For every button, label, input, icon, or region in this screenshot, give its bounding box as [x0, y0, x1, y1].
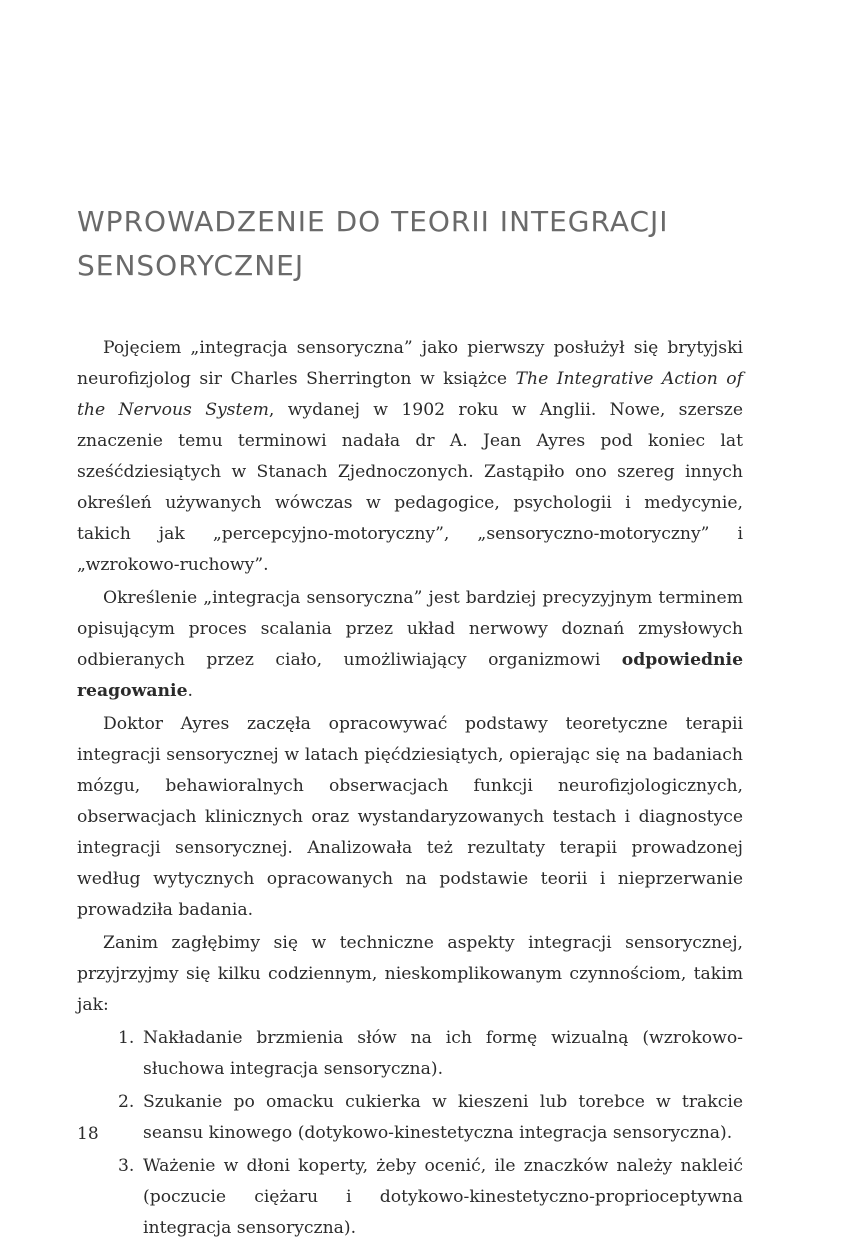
chapter-title: WPROWADZENIE DO TEORII INTEGRACJI SENSORYCZNEJ: [77, 205, 669, 282]
paragraph: Zanim zagłębimy się w techniczne aspekty integracji sensorycznej, przyjrzyjmy się kilku codziennym, nieskomplikowanym czynnościom, takim jak:: [77, 933, 743, 1015]
list-item: [77, 1087, 743, 1149]
page-number: 18: [77, 1124, 99, 1144]
paragraph-text: .: [187, 681, 193, 701]
list-item: [77, 1023, 743, 1085]
list-item-text: Ważenie w dłoni koperty, żeby ocenić, ile znaczków należy nakleić (poczucie ciężaru i dotykowo-kinestetyczno-proprioceptywna integracja sensoryczna).: [143, 1156, 743, 1238]
list-item-text: Nakładanie brzmienia słów na ich formę wizualną (wzrokowo-słuchowa integracja sensoryczna).: [143, 1028, 743, 1079]
numbered-list: [77, 1023, 743, 1244]
paragraph: [77, 583, 743, 707]
emphasis-bold: odpowiednie reagowanie: [77, 650, 743, 701]
book-title: The Integrative Action of the Nervous System: [77, 369, 743, 420]
body-text: [77, 333, 743, 1246]
list-number: 2.: [118, 1092, 135, 1112]
paragraph-text: , wydanej w 1902 roku w Anglii. Nowe, szersze znaczenie temu terminowi nadała dr A. Jean Ayres pod koniec lat sześćdziesiątych w Stanach Zjednoczonych. Zastąpiło ono szereg innych określeń używanych wówczas w pedagogice, psychologii i medycynie, takich jak „percepcyjno-motoryczny”, „sensoryczno-motoryczny” i „wzrokowo-ruchowy”.: [77, 400, 743, 575]
paragraph: [77, 333, 743, 581]
list-number: 3.: [118, 1156, 135, 1176]
list-number: 1.: [118, 1028, 135, 1048]
paragraph: Doktor Ayres zaczęła opracowywać podstawy teoretyczne terapii integracji sensorycznej w latach pięćdziesiątych, opierając się na badaniach mózgu, behawioralnych obserwacjach funkcji neurofizjologicznych, obserwacjach klinicznych oraz wystandaryzowanych testach i diagnostyce integracji sensorycznej. Analizowała też rezultaty terapii prowadzonej według wytycznych opracowanych na podstawie teorii i nieprzerwanie prowadziła badania.: [77, 714, 743, 920]
paragraph-text: Określenie „integracja sensoryczna” jest bardziej precyzyjnym terminem opisującym proces scalania przez układ nerwowy doznań zmysłowych odbieranych przez ciało, umożliwiający organizmowi: [77, 588, 743, 670]
list-item: [77, 1151, 743, 1244]
paragraph-text: Pojęciem „integracja sensoryczna” jako pierwszy posłużył się brytyjski neurofizjolog sir Charles Sherrington w książce: [77, 338, 743, 389]
list-item-text: Szukanie po omacku cukierka w kieszeni lub torebce w trakcie seansu kinowego (dotykowo-kinestetyczna integracja sensoryczna).: [143, 1092, 743, 1143]
